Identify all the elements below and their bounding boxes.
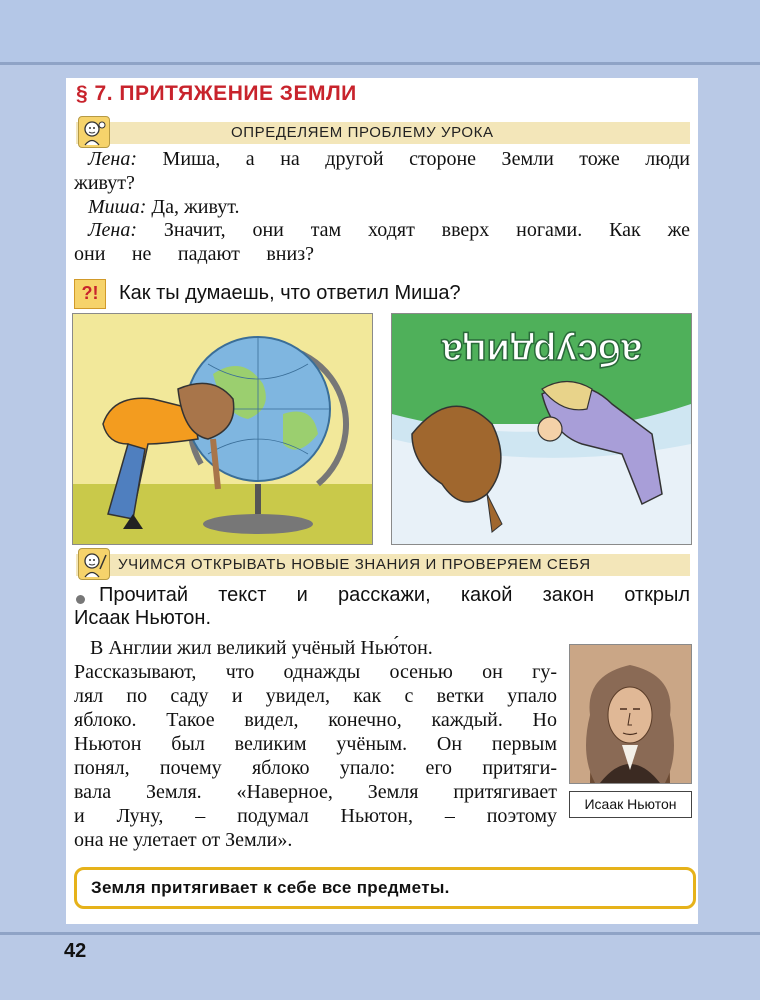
illustration-globe [72, 313, 373, 545]
bullet-icon [76, 595, 85, 604]
dialogue-line-3b: они не падают вниз? [74, 243, 314, 265]
top-divider [0, 62, 760, 65]
rule-box [74, 867, 696, 909]
dialogue-line-2 [88, 196, 239, 219]
portrait-caption: Исаак Ньютон [569, 791, 692, 818]
task-line-2: Исаак Ньютон. [74, 607, 212, 629]
text-line-4: яблоко. Такое видел, конечно, каждый. Но [74, 709, 557, 731]
text-line-3: лял по саду и увидел, как с ветки упало [74, 685, 557, 707]
text-line-9: она не улетает от Земли». [74, 829, 293, 851]
speaker-lena: Лена: [88, 148, 138, 170]
speaker-lena: Лена: [88, 219, 138, 241]
section-label-problem: ОПРЕДЕЛЯЕМ ПРОБЛЕМУ УРОКА [231, 124, 494, 141]
dialogue-line-1b: живут? [74, 172, 135, 194]
bottom-divider [0, 932, 760, 935]
text-line-7: вала Земля. «Наверное, Земля притягивает [74, 781, 557, 803]
question-text: Как ты думаешь, что ответил Миша? [119, 282, 461, 304]
teacher-icon [78, 548, 110, 580]
dialogue-text: Миша, а на другой стороне Земли тоже люди [162, 148, 691, 170]
section-label-new-knowledge: УЧИМСЯ ОТКРЫВАТЬ НОВЫЕ ЗНАНИЯ И ПРОВЕРЯЕМ СЕБЯ [118, 556, 591, 573]
speaker-misha: Миша: [88, 196, 147, 218]
dialogue-text: Значит, они там ходят вверх ногами. Как же [163, 219, 691, 241]
text-line-5: Ньютон был великим учёным. Он первым [74, 733, 557, 755]
illustration-kangaroo [391, 313, 692, 545]
text-line-2: Рассказывают, что однажды осенью он гу- [74, 661, 557, 683]
newton-portrait [569, 644, 692, 784]
top-band [0, 0, 760, 62]
page-title: § 7. ПРИТЯЖЕНИЕ ЗЕМЛИ [76, 82, 357, 105]
dialogue-text: Да, живут. [151, 196, 240, 218]
text-line-1: В Англии жил великий учёный Нью́тон. [90, 637, 433, 659]
page-number: 42 [64, 940, 87, 962]
task-line-1: Прочитай текст и расскажи, какой закон открыл [99, 584, 690, 606]
question-exclamation-icon: ?! [74, 279, 106, 309]
thinking-person-icon [78, 116, 110, 148]
dialogue-line-1 [88, 148, 690, 171]
rule-text: Земля притягивает к себе все предметы. [91, 878, 450, 897]
upside-down-word: абсурдица [441, 331, 643, 373]
text-line-6: понял, почему яблоко упало: его притяги- [74, 757, 557, 779]
dialogue-line-3 [88, 219, 690, 242]
text-line-8: и Луну, – подумал Ньютон, – поэтому [74, 805, 557, 827]
